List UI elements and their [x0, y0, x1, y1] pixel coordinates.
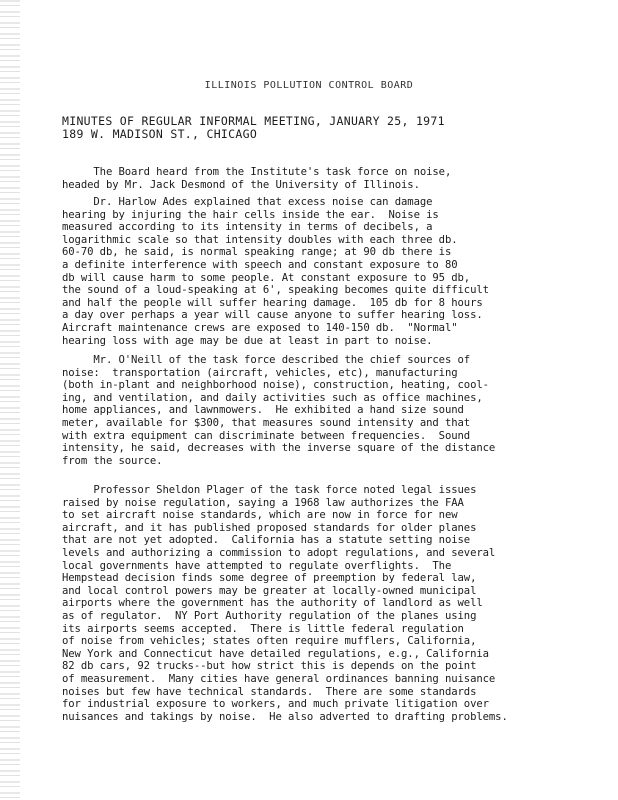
text-line: raised by noise regulation, saying a 1968 law authorizes the FAA: [62, 496, 464, 509]
text-line: levels and authorizing a commission to adopt regulations, and several: [62, 546, 496, 559]
text-line: intensity, he said, decreases with the inverse square of the distance: [62, 442, 496, 455]
text-line: hearing by injuring the hair cells inside the ear. Noise is: [62, 208, 439, 221]
text-line: Professor Sheldon Plager of the task force noted legal issues: [62, 484, 477, 496]
minutes-heading: MINUTES OF REGULAR INFORMAL MEETING, JANUARY 25, 1971: [62, 114, 445, 128]
text-line: a day over perhaps a year will cause anyone to suffer hearing loss.: [62, 309, 483, 322]
text-line: 60-70 db, he said, is normal speaking range; at 90 db there is: [62, 246, 452, 259]
text-line: Dr. Harlow Ades explained that excess noise can damage: [62, 196, 433, 208]
paragraph-oneill-sources: [62, 354, 592, 467]
text-line: that are not yet adopted. California has a statute setting noise: [62, 534, 471, 547]
text-line: to set aircraft noise standards, which are now in force for new: [62, 509, 458, 522]
text-line: local governments have attempted to regulate overflights. The: [62, 559, 452, 572]
paragraph-ades-hearing: [62, 196, 592, 347]
text-line: Mr. O'Neill of the task force described the chief sources of: [62, 354, 471, 366]
text-line: meter, available for $300, that measures sound intensity and that: [62, 416, 471, 429]
paragraph-plager-legal: [62, 484, 592, 723]
text-line: with extra equipment can discriminate between frequencies. Sound: [62, 429, 471, 442]
text-line: of measurement. Many cities have general ordinances banning nuisance: [62, 672, 496, 685]
text-line: and local control powers may be greater at locally-owned municipal: [62, 584, 477, 597]
text-line: aircraft, and it has published proposed standards for older planes: [62, 521, 477, 534]
text-line: headed by Mr. Jack Desmond of the University of Illinois.: [62, 178, 420, 191]
text-line: db will cause harm to some people. At constant exposure to 95 db,: [62, 271, 471, 284]
paragraph-task-force-intro: [62, 166, 592, 191]
text-line: for industrial exposure to workers, and much private litigation over: [62, 698, 489, 711]
text-line: Hempstead decision finds some degree of preemption by federal law,: [62, 572, 477, 585]
text-line: logarithmic scale so that intensity doubles with each three db.: [62, 233, 458, 246]
text-line: a definite interference with speech and constant exposure to 80: [62, 258, 458, 271]
text-line: from the source.: [62, 454, 163, 467]
text-line: noise: transportation (aircraft, vehicles, etc), manufacturing: [62, 366, 458, 379]
text-line: measured according to its intensity in terms of decibels, a: [62, 221, 433, 234]
text-line: of noise from vehicles; states often require mufflers, California,: [62, 635, 477, 648]
text-line: hearing loss with age may be due at least in part to noise.: [62, 334, 433, 347]
text-line: The Board heard from the Institute's task force on noise,: [62, 166, 452, 178]
text-line: the sound of a loud-speaking at 6', speaking becomes quite difficult: [62, 284, 489, 297]
document-title: ILLINOIS POLLUTION CONTROL BOARD: [204, 80, 414, 91]
meeting-address: 189 W. MADISON ST., CHICAGO: [62, 127, 258, 141]
text-line: (both in-plant and neighborhood noise), construction, heating, cool-: [62, 379, 489, 392]
text-line: nuisances and takings by noise. He also adverted to drafting problems.: [62, 710, 508, 723]
text-line: as of regulator. NY Port Authority regulation of the planes using: [62, 609, 477, 622]
text-line: noises but few have technical standards. There are some standards: [62, 685, 477, 698]
text-line: New York and Connecticut have detailed regulations, e.g., California: [62, 647, 489, 660]
text-line: airports where the government has the authority of landlord as well: [62, 597, 483, 610]
text-line: and half the people will suffer hearing damage. 105 db for 8 hours: [62, 296, 483, 309]
text-line: ing, and ventilation, and daily activities such as office machines,: [62, 391, 483, 404]
text-line: its airports seems accepted. There is little federal regulation: [62, 622, 464, 635]
scan-edge-noise: [0, 0, 20, 800]
text-line: Aircraft maintenance crews are exposed to 140-150 db. "Normal": [62, 321, 458, 334]
text-line: home appliances, and lawnmowers. He exhibited a hand size sound: [62, 404, 464, 417]
text-line: 82 db cars, 92 trucks--but how strict this is depends on the point: [62, 660, 477, 673]
